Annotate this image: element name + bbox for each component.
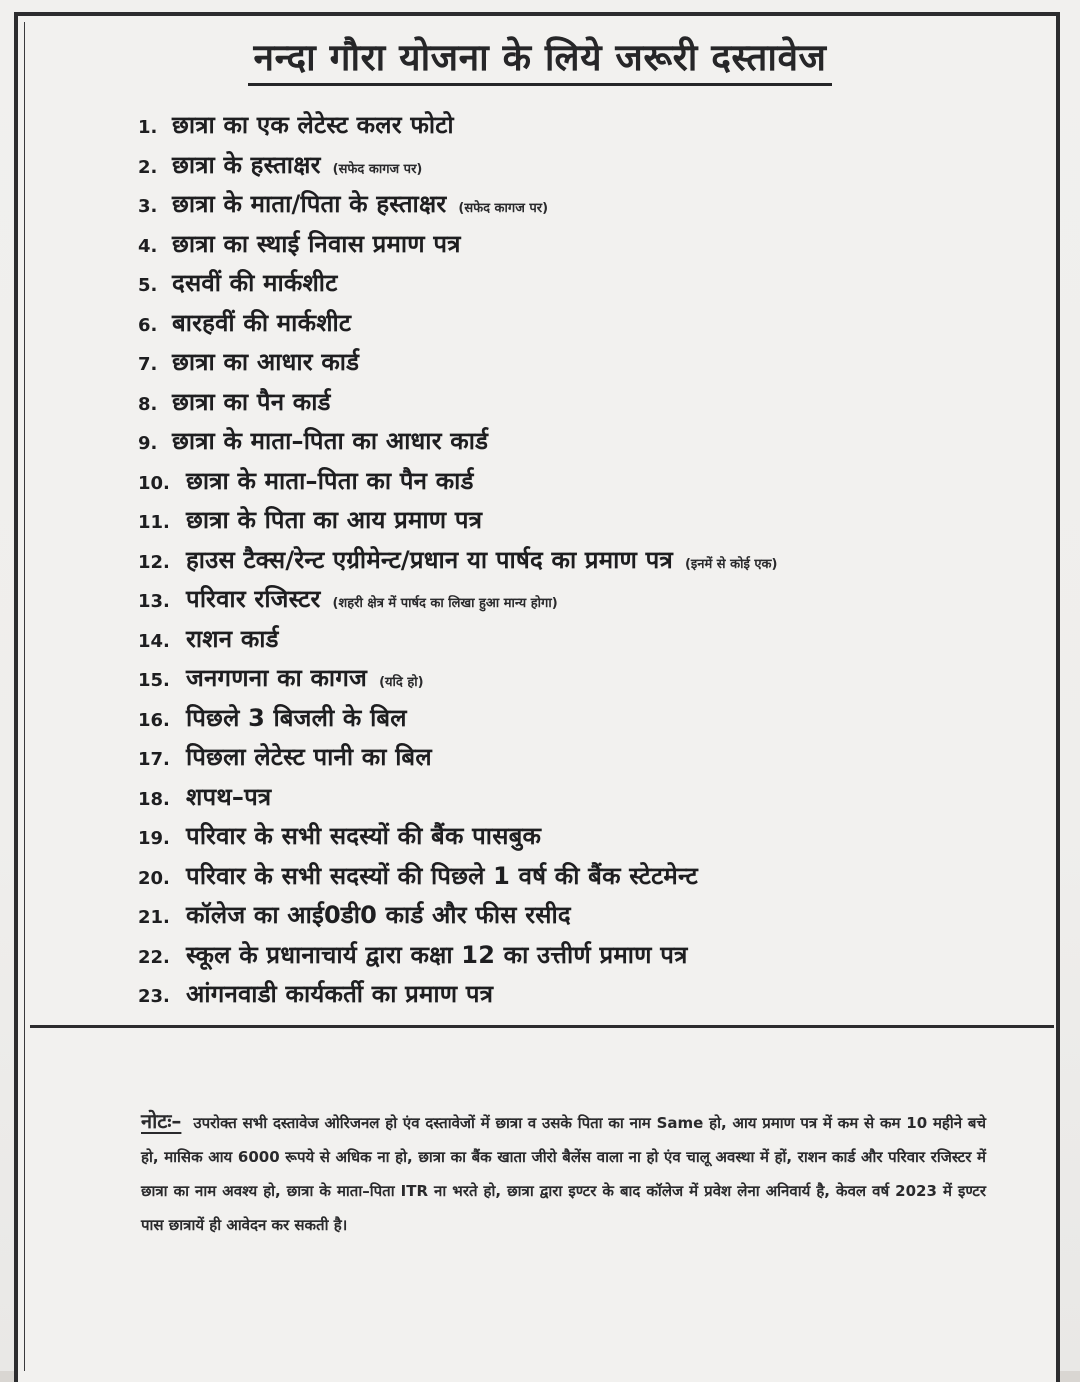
item-number: 11. [138, 512, 170, 533]
item-number: 10. [138, 472, 170, 494]
list-item [138, 306, 1018, 346]
list-item [138, 543, 1018, 583]
item-text: पिछले 3 बिजली के बिल [186, 703, 407, 732]
list-item [138, 464, 1018, 504]
item-number: 17. [138, 749, 170, 770]
item-number: 2. [138, 156, 158, 178]
item-number: 6. [138, 314, 158, 336]
item-number: 9. [138, 433, 158, 454]
inner-border-line [24, 22, 25, 1371]
document-title [0, 30, 1080, 86]
item-text: छात्रा के हस्ताक्षर [172, 150, 321, 179]
list-item [138, 345, 1018, 385]
item-number: 16. [138, 709, 170, 731]
item-text: छात्रा के माता/पिता के हस्ताक्षर [172, 190, 447, 218]
item-note: (सफेद कागज पर) [458, 201, 549, 216]
item-note: (यदि हो) [379, 675, 424, 690]
list-item [138, 740, 1018, 780]
title-text: नन्दा गौरा योजना के लिये जरूरी दस्तावेज [248, 30, 833, 86]
item-text: छात्रा का एक लेटेस्ट कलर फोटो [172, 111, 454, 139]
item-number: 18. [138, 788, 170, 810]
item-text: बारहवीं की मार्कशीट [172, 308, 352, 337]
item-text: छात्रा के पिता का आय प्रमाण पत्र [186, 506, 483, 534]
item-number: 19. [138, 828, 170, 849]
item-text: कॉलेज का आई0डी0 कार्ड और फीस रसीद [186, 901, 571, 929]
item-text: दसवीं की मार्कशीट [172, 269, 338, 297]
footnote [141, 1104, 986, 1242]
item-number: 22. [138, 946, 170, 968]
item-number: 15. [138, 670, 170, 691]
item-number: 7. [138, 354, 158, 375]
list-item [138, 266, 1018, 306]
list-item [138, 424, 1018, 464]
item-text: छात्रा का आधार कार्ड [172, 348, 360, 376]
item-text: परिवार रजिस्टर [186, 585, 321, 613]
item-number: 14. [138, 630, 170, 652]
list-item [138, 701, 1018, 741]
item-number: 21. [138, 907, 170, 928]
list-item [138, 859, 1018, 899]
list-item [138, 385, 1018, 425]
list-item [138, 977, 1018, 1017]
list-item [138, 819, 1018, 859]
item-text: राशन कार्ड [186, 624, 279, 653]
footnote-text: उपरोक्त सभी दस्तावेज ओरिजनल हो एंव दस्तावेजों में छात्रा व उसके पिता का नाम Same हो, आय प्रमाण पत्र में कम से कम 10 महीने बचे हो, मासिक आय 6000 रूपये से अधिक ना हो, छात्रा का बैंक खाता जीरो बैलेंस वाला ना हो एंव चालू अवस्था में हों, राशन कार्ड और परिवार रजिस्टर में छात्रा का नाम अवश्य हो, छात्रा के माता–पिता ITR ना भरते हो, छात्रा द्वारा इण्टर के बाद कॉलेज में प्रवेश लेना अनिवार्य है, केवल वर्ष 2023 में इण्टर पास छात्रायें ही आवेदन कर सकती है। [141, 1114, 986, 1234]
item-text: हाउस टैक्स/रेन्ट एग्रीमेन्ट/प्रधान या पार्षद का प्रमाण पत्र [186, 545, 673, 574]
item-number: 8. [138, 393, 158, 415]
item-text: छात्रा का स्थाई निवास प्रमाण पत्र [172, 229, 461, 258]
item-text: परिवार के सभी सदस्यों की बैंक पासबुक [186, 822, 542, 850]
list-item [138, 661, 1018, 701]
item-text: परिवार के सभी सदस्यों की पिछले 1 वर्ष की बैंक स्टेटमेन्ट [186, 861, 698, 890]
item-number: 5. [138, 275, 158, 296]
item-note: (शहरी क्षेत्र में पार्षद का लिखा हुआ मान्य होगा) [332, 596, 558, 611]
item-text: स्कूल के प्रधानाचार्य द्वारा कक्षा 12 का उत्तीर्ण प्रमाण पत्र [186, 940, 688, 969]
list-item [138, 187, 1018, 227]
item-text: शपथ–पत्र [186, 782, 272, 811]
item-note: (सफेद कागज पर) [332, 161, 423, 177]
item-text: छात्रा के माता–पिता का आधार कार्ड [172, 427, 489, 455]
list-item [138, 780, 1018, 820]
item-note: (इनमें से कोई एक) [684, 556, 778, 572]
item-text: छात्रा के माता–पिता का पैन कार्ड [186, 466, 474, 495]
document-list [138, 108, 1018, 1017]
item-number: 23. [138, 986, 170, 1007]
item-text: छात्रा का पैन कार्ड [172, 387, 331, 416]
footnote-label: नोटः– [141, 1109, 182, 1133]
item-text: पिछला लेटेस्ट पानी का बिल [186, 743, 432, 771]
list-item [138, 898, 1018, 938]
list-item [138, 938, 1018, 978]
list-item [138, 582, 1018, 622]
item-text: जनगणना का कागज [186, 664, 368, 692]
item-text: आंगनवाडी कार्यकर्ती का प्रमाण पत्र [186, 980, 494, 1008]
list-item [138, 622, 1018, 662]
item-number: 4. [138, 235, 158, 257]
item-number: 3. [138, 196, 158, 217]
item-number: 20. [138, 867, 170, 889]
item-number: 1. [138, 117, 158, 138]
list-item [138, 227, 1018, 267]
list-item [138, 108, 1018, 148]
item-number: 13. [138, 591, 170, 612]
section-divider [30, 1025, 1054, 1028]
item-number: 12. [138, 551, 170, 573]
list-item [138, 148, 1018, 188]
list-item [138, 503, 1018, 543]
